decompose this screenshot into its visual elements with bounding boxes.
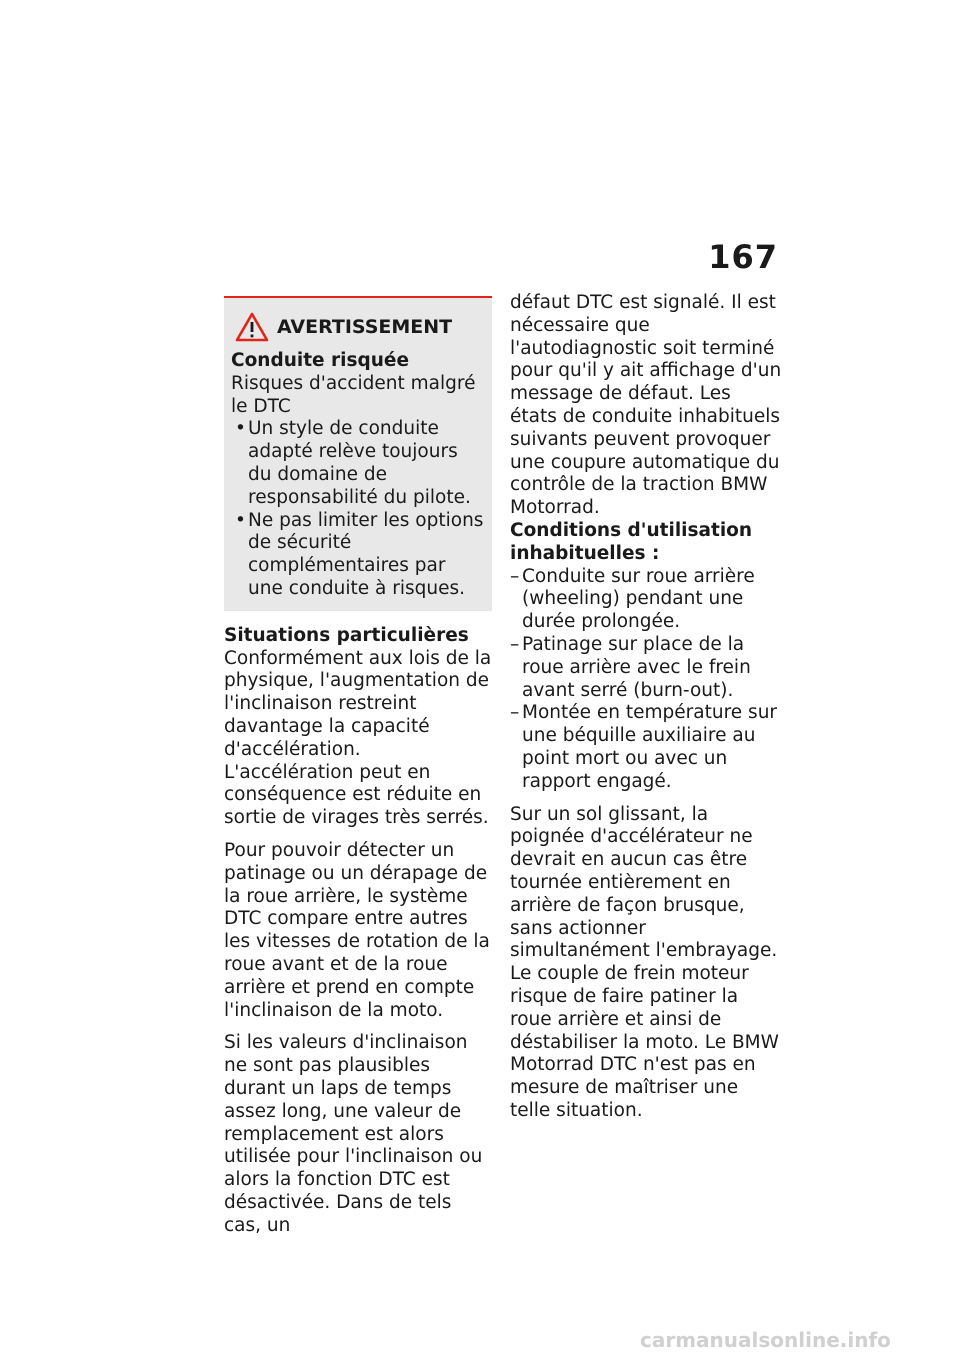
list-item: • Un style de conduite adapté relève toujours du domaine de responsabilité du pilote. [235, 418, 471, 508]
list-item: – Conduite sur roue arrière (wheeling) pendant une durée prolongée. [510, 565, 755, 633]
paragraph: Si les valeurs d'inclinaison ne sont pas plausibles durant un laps de temps assez long, une valeur de remplacement est alors utilisée pour l'inclinaison ou alors la fonction DTC est désactivée. Dans de tels cas, un [224, 1032, 483, 1236]
section-heading: Situations particulières [224, 624, 469, 646]
list-item: – Montée en température sur une béquille auxiliaire au point mort ou avec un rapport engagé. [510, 702, 778, 792]
conditions-heading: Conditions d'utilisation inhabituelles : [510, 519, 753, 564]
list-item: • Ne pas limiter les options de sécurité complémentaires par une conduite à risques. [235, 509, 484, 599]
paragraph: Pour pouvoir détecter un patinage ou un dérapage de la roue arrière, le système DTC compare entre autres les vitesses de rotation de la roue avant et de la roue arrière et prend en compte l'inclinaison de la moto. [224, 839, 490, 1021]
list-item: – Patinage sur place de la roue arrière avec le frein avant serré (burn-out). [510, 633, 751, 701]
warning-title: Conduite risquée [231, 350, 410, 371]
conditions-list [510, 566, 782, 794]
warning-list [231, 418, 484, 600]
warning-text: Risques d'accident malgré le DTC [231, 372, 476, 417]
paragraph: Sur un sol glissant, la poignée d'accélérateur ne devrait en aucun cas être tournée entièrement en arrière de façon brusque, sans actionner simultanément l'embrayage. Le couple de frein moteur risque de faire patiner la roue arrière et ainsi de déstabiliser la moto. Le BMW Motorrad DTC n'est pas en mesure de maîtriser une telle situation. [510, 803, 779, 1121]
warning-header [231, 312, 484, 342]
warning-box [224, 296, 492, 611]
left-column [224, 296, 492, 1247]
page-number: 167 [708, 238, 778, 276]
warning-triangle-icon [235, 312, 269, 342]
watermark: carmanualsonline.info [640, 1328, 891, 1352]
paragraph: Conformément aux lois de la physique, l'augmentation de l'inclinaison restreint davantage la capacité d'accélération. L'accélération peut en conséquence est réduite en sortie de virages très serrés. [224, 647, 492, 829]
warning-label: AVERTISSEMENT [277, 315, 453, 338]
right-column [510, 292, 782, 1133]
paragraph: défaut DTC est signalé. Il est nécessaire que l'autodiagnostic soit terminé pour qu'il y ait affichage d'un message de défaut. Les états de conduite inhabituels suivants peuvent provoquer une coupure automatique du contrôle de la traction BMW Motorrad. [510, 292, 782, 519]
